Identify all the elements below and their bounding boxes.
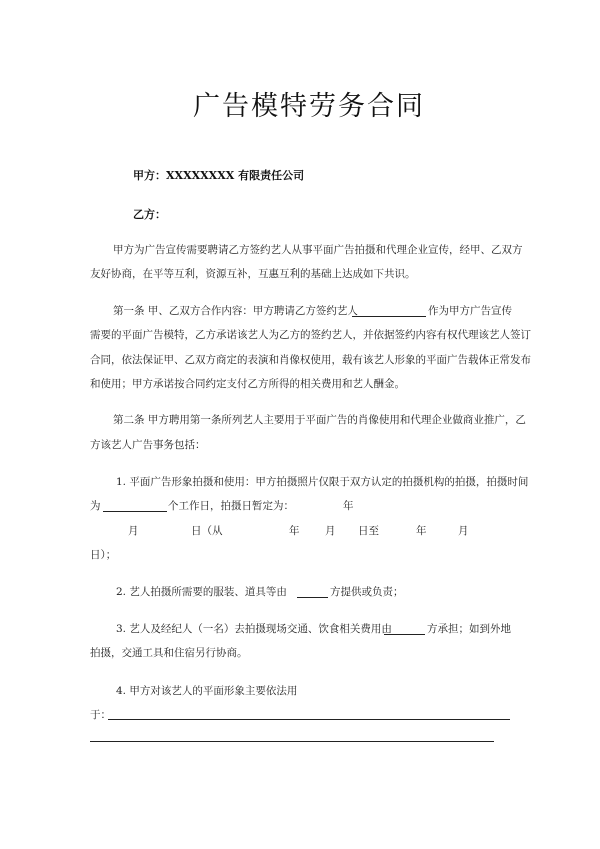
clause2-line-1: 第二条 甲方聘用第一条所列艺人主要用于平面广告的肖像使用和代理企业做商业推广，乙 — [113, 414, 526, 426]
item3-line-a: 3. 艺人及经纪人（一名）去拍摄现场交通、饮食相关费用由 — [116, 623, 392, 635]
artist-name-blank — [352, 316, 426, 317]
item1-line-1: 1. 平面广告形象拍摄和使用：甲方拍摄照片仅限于双方认定的拍摄机构的拍摄，拍摄时间 — [116, 476, 529, 488]
item1-line-3b: 日（从 — [191, 525, 223, 537]
item1-line-2b: 个工作日，拍摄日暂定为： — [168, 500, 294, 512]
item2-line-a: 2. 艺人拍摄所需要的服装、道具等由 — [116, 586, 287, 598]
intro-line-1: 甲方为广告宣传需要聘请乙方签约艺人从事平面广告拍摄和代理企业宣传，经甲、乙双方 — [113, 244, 523, 256]
clause2-line-2: 方该艺人广告事务包括： — [90, 439, 206, 451]
item3-line-2: 拍摄，交通工具和住宿另行协商。 — [90, 647, 248, 659]
item1-line-3g: 月 — [458, 525, 469, 537]
party-b-label: 乙方： — [133, 208, 166, 221]
item4-line-1: 4. 甲方对该艺人的平面形象主要依法用 — [116, 685, 298, 697]
clause1-line-2: 需要的平面广告模特，乙方承诺该艺人为乙方的签约艺人，并依据签约内容有权代理该艺人签订 — [90, 329, 531, 341]
item1-line-3a: 月 — [128, 525, 139, 537]
item1-line-3e: 日至 — [358, 525, 379, 537]
party-a-name: XXXXXXXX 有限责任公司 — [166, 169, 305, 182]
clause1-line-1a: 第一条 甲、乙双方合作内容：甲方聘请乙方签约艺人 — [113, 305, 358, 317]
item1-line-2c: 年 — [343, 500, 354, 512]
item1-line-2a: 为 — [90, 500, 101, 512]
item3-line-b: 方承担；如到外地 — [427, 623, 511, 635]
document-title: 广告模特劳务合同 — [193, 91, 425, 122]
clause1-line-3: 合同，依法保证甲、乙双方商定的表演和肖像权使用，载有该艺人形象的平面广告载体正常发布 — [90, 354, 531, 366]
costume-provider-blank — [297, 597, 328, 598]
party-a-label: 甲方： — [133, 169, 166, 182]
item1-line-3d: 月 — [325, 525, 336, 537]
travel-cost-blank — [384, 634, 425, 635]
intro-line-2: 友好协商，在平等互利，资源互补，互惠互利的基础上达成如下共识。 — [90, 268, 416, 280]
item2-line-b: 方提供或负责； — [330, 586, 404, 598]
item1-line-3f: 年 — [416, 525, 427, 537]
item4-line-2: 于： — [90, 709, 111, 721]
clause1-line-4: 和使用；甲方承诺按合同约定支付乙方所得的相关费用和艺人酬金。 — [90, 378, 405, 390]
item1-line-4: 日）； — [90, 549, 117, 561]
clause1-line-1b: 作为甲方广告宣传 — [428, 305, 512, 317]
usage-blank-1 — [108, 719, 510, 720]
usage-blank-2 — [90, 741, 494, 742]
party-a — [133, 170, 304, 181]
work-days-blank — [103, 511, 167, 512]
item1-line-3c: 年 — [289, 525, 300, 537]
